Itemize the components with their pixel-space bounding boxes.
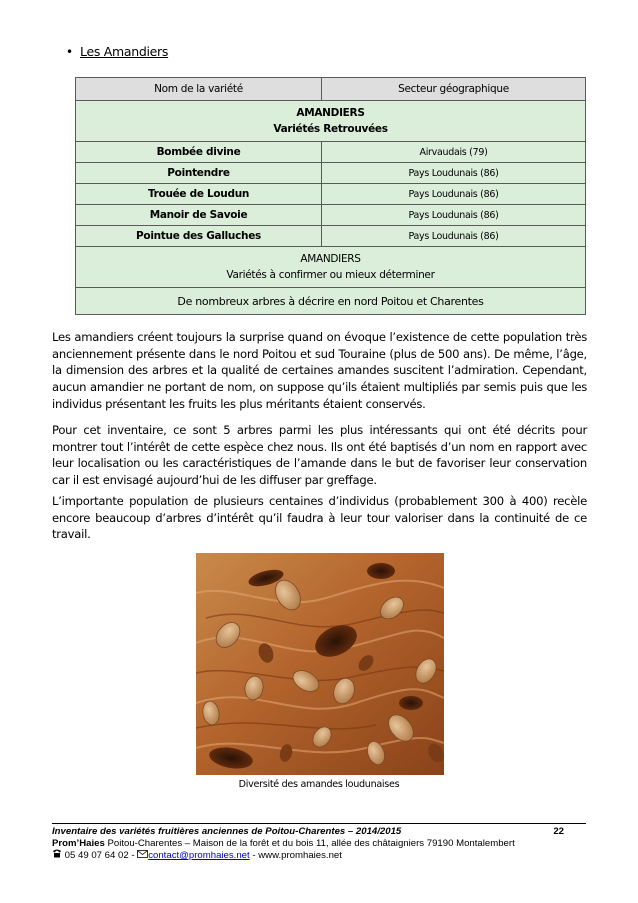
column-header-sector: Secteur géographique [322,78,586,101]
variety-sector: Pays Loudunais (86) [322,163,586,184]
footer-divider [52,823,586,824]
section-title: Les Amandiers [80,44,169,59]
group-title: AMANDIERS [300,253,361,265]
table-footer-text: De nombreux arbres à décrire en nord Poitou et Charentes [76,288,586,315]
column-header-name: Nom de la variété [76,78,322,101]
variety-sector: Pays Loudunais (86) [322,226,586,247]
page-number: 22 [553,826,564,837]
footer-email-link[interactable]: contact@promhaies.net [148,850,250,861]
bullet-icon: • [66,45,73,59]
paragraph-population: L’importante population de plusieurs centaines d’individus (probablement 300 à 400) recèle encore beaucoup d’arbres d’intérêt qu’il faudra à leur tour valoriser dans la continuité de ce travail. [52,494,587,542]
table-row [76,184,586,205]
section-heading [66,44,168,59]
paragraph-intro: Les amandiers créent toujours la surprise quand on évoque l’existence de cette population très anciennement présente dans le nord Poitou et sud Touraine (plus de 500 ans). De même, l’âge, la dimension des arbres et la qualité de certaines amandes suscitent l’admiration. Cependant, aucun amandier ne portant de nom, on suppose qu’ils étaient multipliés par semis puis que les individus présentant les fruits les plus méritants étaient conservés. [52,330,587,411]
footer-address-line [52,838,586,850]
table-row [76,226,586,247]
footer-contact-line [52,849,586,862]
table-row [76,142,586,163]
group-subtitle: Variétés à confirmer ou mieux déterminer [226,269,435,281]
table-row [76,163,586,184]
varieties-table [75,77,586,315]
footer-address: Poitou-Charentes – Maison de la forêt et du bois 11, allée des châtaigniers 79190 Montalembert [104,837,515,849]
almonds-photo [196,553,444,775]
footer-website: - www.promhaies.net [249,850,342,861]
group-row-a-confirmer [76,247,586,288]
variety-name: Manoir de Savoie [76,205,322,226]
variety-name: Bombée divine [76,142,322,163]
variety-sector: Pays Loudunais (86) [322,205,586,226]
table-footer-row [76,288,586,315]
variety-sector: Airvaudais (79) [322,142,586,163]
table-header-row [76,78,586,101]
footer-org: Prom’Haies [52,837,105,849]
footer-phone: 05 49 07 64 02 - [62,850,138,861]
group-row-retrouvees [76,101,586,142]
variety-name: Pointendre [76,163,322,184]
photo-caption: Diversité des amandes loudunaises [238,779,400,790]
group-title: AMANDIERS [296,107,365,119]
phone-icon [52,849,62,862]
group-subtitle: Variétés Retrouvées [273,123,388,135]
page-footer [52,826,586,862]
variety-sector: Pays Loudunais (86) [322,184,586,205]
variety-name: Pointue des Galluches [76,226,322,247]
table-row [76,205,586,226]
footer-title: Inventaire des variétés fruitières anciennes de Poitou-Charentes – 2014/2015 [52,826,402,837]
variety-name: Trouée de Loudun [76,184,322,205]
envelope-icon [137,850,148,862]
footer-title-line [52,826,586,838]
paragraph-inventory: Pour cet inventaire, ce sont 5 arbres parmi les plus intéressants qui ont été décrits pour montrer tout l’intérêt de cette espèce chez nous. Ils ont été baptisés d’un nom en rapport avec leur localisation ou les caractéristiques de l’amande dans le but de favoriser leur conservation car il est envisagé aujourd’hui de les diffuser par greffage. [52,423,587,488]
